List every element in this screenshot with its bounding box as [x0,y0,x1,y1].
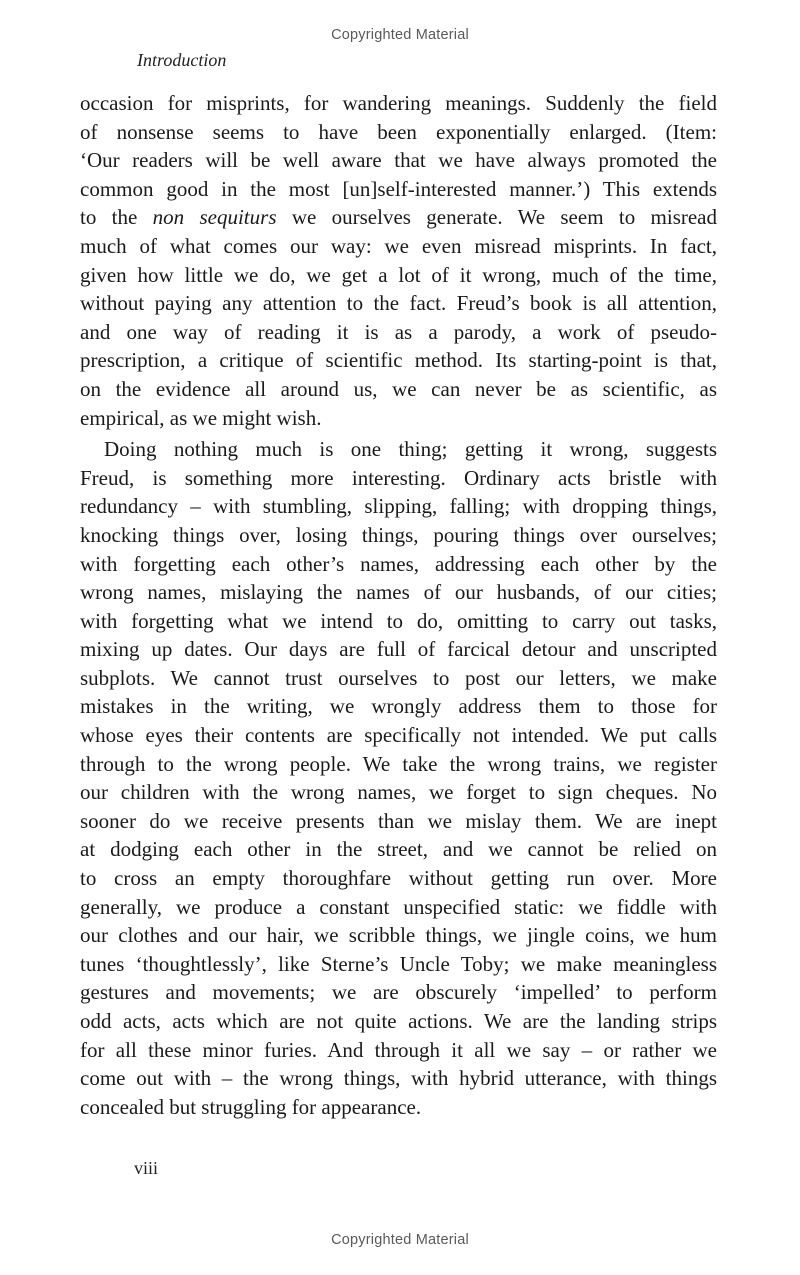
paragraph-2 [80,435,717,1121]
page-number: viii [134,1158,159,1178]
text-line: to cross an empty thoroughfare without getting run over. More [80,866,717,891]
text-line: mixing up dates. Our days are full of farcical detour and unscripted [80,637,717,662]
text-line: much of what comes our way: we even misread misprints. In fact, [80,233,717,258]
text-line: our children with the wrong names, we forget to sign cheques. No [80,780,717,805]
text-line: concealed but struggling for appearance. [80,1094,422,1119]
text-line: common good in the most [un]self-interested manner.’) This extends [80,176,717,201]
text-line: gestures and movements; we are obscurely ‘impelled’ to perform [80,980,717,1005]
text-line: without paying any attention to the fact. Freud’s book is all attention, [80,291,717,316]
text-line: through to the wrong people. We take the wrong trains, we register [80,751,717,776]
text-line: come out with – the wrong things, with hybrid utterance, with things [80,1066,717,1091]
text-line: Freud, is something more interesting. Ordinary acts bristle with [80,465,717,490]
text-line: empirical, as we might wish. [80,405,322,430]
italic-phrase: non sequiturs [152,205,277,230]
watermark-bottom: Copyrighted Material [331,1232,469,1248]
text-line: with forgetting what we intend to do, omitting to carry out tasks, [80,608,717,633]
text-line: Doing nothing much is one thing; getting it wrong, suggests [104,437,717,462]
text-fragment: we ourselves generate. We seem to misread [276,205,717,230]
text-line: at dodging each other in the street, and we cannot be relied on [80,837,717,862]
text-line: redundancy – with stumbling, slipping, falling; with dropping things, [80,494,717,519]
text-line: mistakes in the writing, we wrongly address them to those for [80,694,717,719]
text-line: of nonsense seems to have been exponentially enlarged. (Item: [80,119,717,144]
text-line: sooner do we receive presents than we mislay them. We are inept [80,808,717,833]
text-line [80,203,717,232]
text-line: and one way of reading it is as a parody, a work of pseudo- [80,319,717,344]
paragraph-1 [80,89,717,432]
text-line: occasion for misprints, for wandering meanings. Suddenly the field [80,91,717,115]
text-line: odd acts, acts which are not quite actions. We are the landing strips [80,1009,717,1033]
text-line: on the evidence all around us, we can never be as scientific, as [80,376,717,401]
text-line: whose eyes their contents are specifically not intended. We put calls [80,723,717,748]
text-line: generally, we produce a constant unspecified static: we fiddle with [80,894,717,919]
text-line: for all these minor furies. And through it all we say – or rather we [80,1037,717,1062]
text-line: knocking things over, losing things, pouring things over ourselves; [80,522,717,547]
text-line: prescription, a critique of scientific method. Its starting-point is that, [80,348,717,373]
text-fragment: to the [80,205,153,230]
watermark-top: Copyrighted Material [331,27,469,43]
running-head: Introduction [137,50,227,70]
body-text [80,89,717,1121]
text-line: given how little we do, we get a lot of it wrong, much of the time, [80,262,717,287]
text-line: ‘Our readers will be well aware that we have always promoted the [80,148,717,173]
text-line: wrong names, mislaying the names of our husbands, of our cities; [80,580,717,605]
text-line: tunes ‘thoughtlessly’, like Sterne’s Uncle Toby; we make meaningless [80,951,717,976]
text-line: subplots. We cannot trust ourselves to post our letters, we make [80,665,717,690]
text-line: with forgetting each other’s names, addressing each other by the [80,551,717,576]
text-line: our clothes and our hair, we scribble things, we jingle coins, we hum [80,923,717,948]
